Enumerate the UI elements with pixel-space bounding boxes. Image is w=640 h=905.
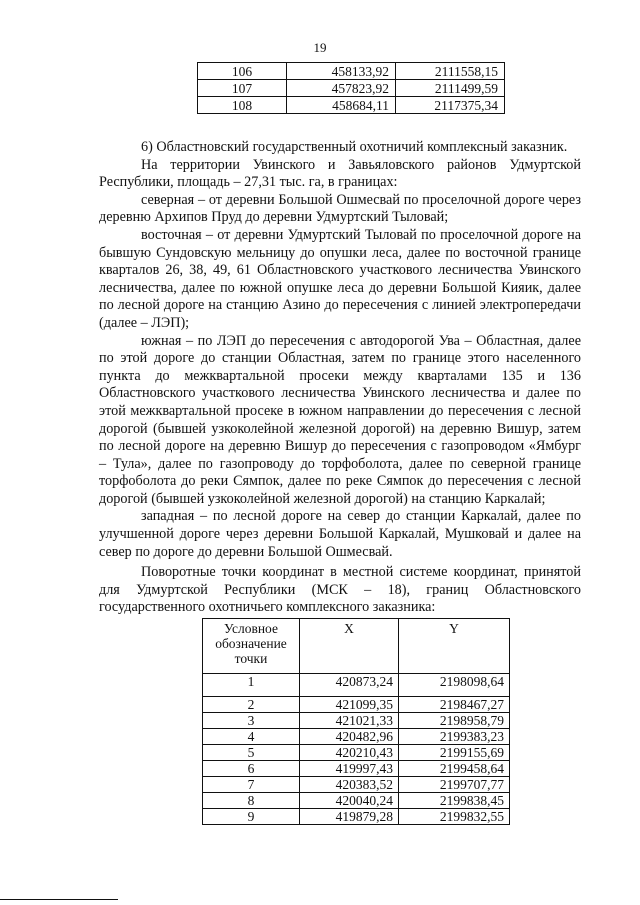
body-text — [99, 139, 581, 617]
header-x: X — [300, 619, 399, 674]
y-coordinate: 2198098,64 — [399, 674, 510, 697]
y-coordinate: 2117375,34 — [396, 97, 505, 114]
y-coordinate: 2198958,79 — [399, 713, 510, 729]
point-number: 2 — [203, 697, 300, 713]
table-row — [198, 63, 505, 80]
coordinates-table — [202, 618, 510, 825]
table-body — [198, 63, 505, 114]
coordinates-table-continued — [197, 62, 505, 114]
table-row — [203, 729, 510, 745]
table-row — [203, 697, 510, 713]
y-coordinate: 2199155,69 — [399, 745, 510, 761]
paragraph-west-border: западная – по лесной дороге на север до станции Каркалай, далее по улучшенной дороге через деревни Большой Каркалай, Мушковай и далее на север по дороге до деревни Большой Ошмесвай. — [99, 508, 581, 560]
paragraph-territory: На территории Увинского и Завьяловского районов Удмуртской Республики, площадь – 27,31 тыс. га, в границах: — [99, 156, 581, 191]
table-row — [198, 80, 505, 97]
table-row — [203, 745, 510, 761]
header-row — [203, 619, 510, 674]
x-coordinate: 420873,24 — [300, 674, 399, 697]
y-coordinate: 2199383,23 — [399, 729, 510, 745]
y-coordinate: 2199838,45 — [399, 793, 510, 809]
x-coordinate: 458133,92 — [287, 63, 396, 80]
point-number: 106 — [198, 63, 287, 80]
table-header — [203, 619, 510, 674]
point-number: 108 — [198, 97, 287, 114]
paragraph-east-border: восточная – от деревни Удмуртский Тыловай по проселочной дороге на бывшую Сундовскую мельницу до опушки леса, далее по восточной границе кварталов 26, 38, 49, 61 Областновского участкового лесничества Увинского лесничества, далее по южной опушке леса до деревни Большой Кияик, далее по лесной дороге на станцию Азино до пересечения с линией электропередачи (далее – ЛЭП); — [99, 226, 581, 331]
point-number: 8 — [203, 793, 300, 809]
y-coordinate: 2199458,64 — [399, 761, 510, 777]
point-number: 7 — [203, 777, 300, 793]
section-heading: 6) Областновский государственный охотничий комплексный заказник. — [141, 139, 568, 155]
header-y: Y — [399, 619, 510, 674]
header-point: Условное обозначение точки — [203, 619, 300, 674]
x-coordinate: 457823,92 — [287, 80, 396, 97]
point-number: 3 — [203, 713, 300, 729]
x-coordinate: 419997,43 — [300, 761, 399, 777]
table-row — [198, 97, 505, 114]
x-coordinate: 420383,52 — [300, 777, 399, 793]
table-row — [203, 793, 510, 809]
table-row — [203, 674, 510, 697]
point-number: 4 — [203, 729, 300, 745]
point-number: 107 — [198, 80, 287, 97]
point-number: 9 — [203, 809, 300, 825]
x-coordinate: 421021,33 — [300, 713, 399, 729]
table-body — [203, 674, 510, 825]
footer-divider — [0, 899, 118, 900]
x-coordinate: 420040,24 — [300, 793, 399, 809]
x-coordinate: 421099,35 — [300, 697, 399, 713]
table-row — [203, 777, 510, 793]
table-row — [203, 761, 510, 777]
paragraph-south-border: южная – по ЛЭП до пересечения с автодорогой Ува – Областная, далее по этой дороге до станции Областная, затем по границе этого населенного пункта до межквартальной просеки между кварталами 135 и 136 Областновского участкового лесничества Увинского лесничества и далее по этой межквартальной просеке в южном направлении до пересечения с лесной дорогой (бывшей узкоколейной железной дорогой) на деревню Вишур, затем по лесной дороге на деревню Вишур до пересечения с газопроводом «Ямбург – Тула», далее по газопроводу до торфоболота, далее по северной границе торфоболота до реки Сямпок, далее по реке Сямпок до пересечения с лесной дорогой (бывшей узкоколейной железной дорогой) на станцию Каркалай; — [99, 332, 581, 507]
paragraph-north-border: северная – от деревни Большой Ошмесвай по проселочной дороге через деревню Архипов Пруд до деревни Удмуртский Тыловай; — [99, 191, 581, 226]
x-coordinate: 419879,28 — [300, 809, 399, 825]
table-row — [203, 809, 510, 825]
x-coordinate: 420482,96 — [300, 729, 399, 745]
table-row — [203, 713, 510, 729]
y-coordinate: 2111558,15 — [396, 63, 505, 80]
point-number: 5 — [203, 745, 300, 761]
y-coordinate: 2199832,55 — [399, 809, 510, 825]
x-coordinate: 458684,11 — [287, 97, 396, 114]
point-number: 1 — [203, 674, 300, 697]
y-coordinate: 2111499,59 — [396, 80, 505, 97]
paragraph-coordinates-intro: Поворотные точки координат в местной системе координат, принятой для Удмуртской Республики (МСК – 18), границ Областновского государственного охотничьего комплексного заказника: — [99, 564, 581, 616]
y-coordinate: 2199707,77 — [399, 777, 510, 793]
page-number: 19 — [313, 40, 327, 55]
x-coordinate: 420210,43 — [300, 745, 399, 761]
point-number: 6 — [203, 761, 300, 777]
y-coordinate: 2198467,27 — [399, 697, 510, 713]
